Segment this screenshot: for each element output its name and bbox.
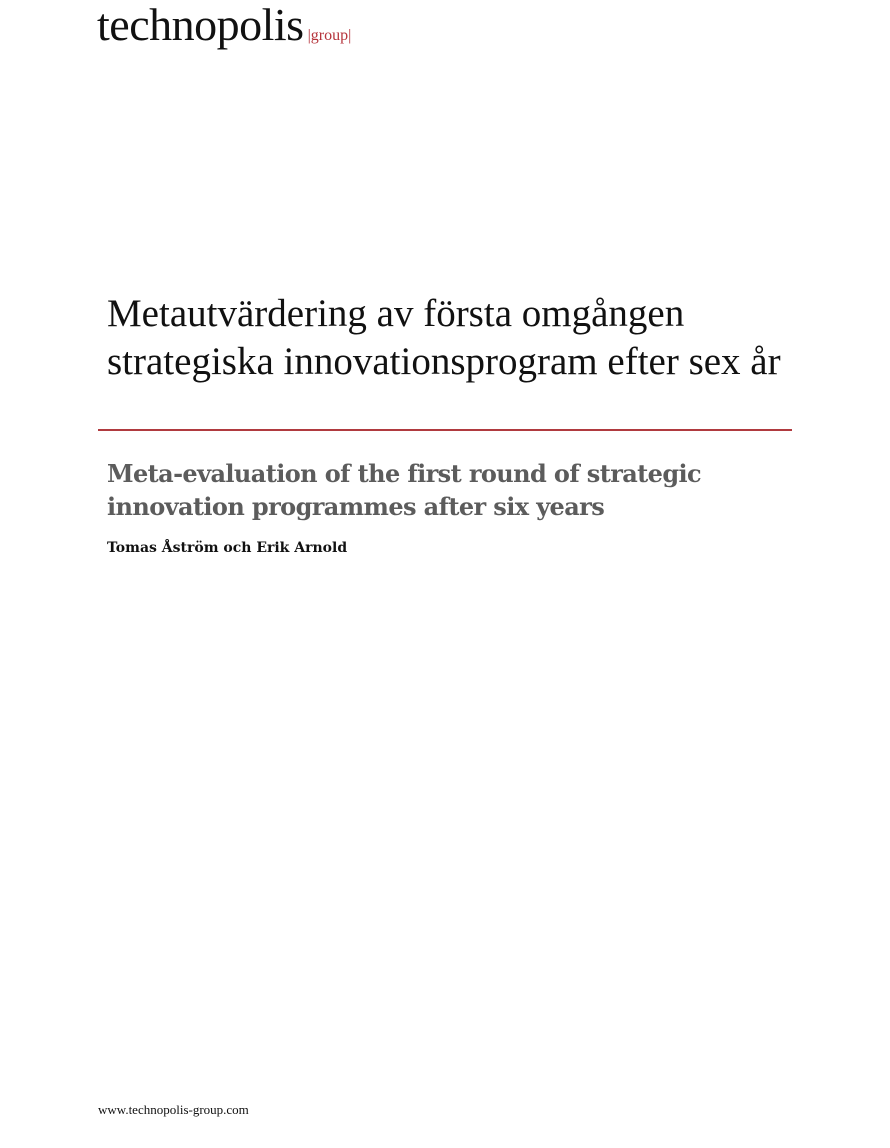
technopolis-logo [97, 2, 351, 48]
title-divider [98, 429, 792, 431]
report-title-swedish: Metautvärdering av första omgången strategiska innovationsprogram efter sex år [107, 292, 781, 383]
footer-website-url: www.technopolis-group.com [98, 1102, 249, 1117]
report-title-english: Meta-evaluation of the first round of strategic innovation programmes after six years [107, 459, 702, 521]
logo-group-suffix: |group| [307, 27, 352, 44]
logo-wordmark: technopolis [97, 0, 304, 50]
report-authors: Tomas Åström och Erik Arnold [107, 540, 348, 556]
